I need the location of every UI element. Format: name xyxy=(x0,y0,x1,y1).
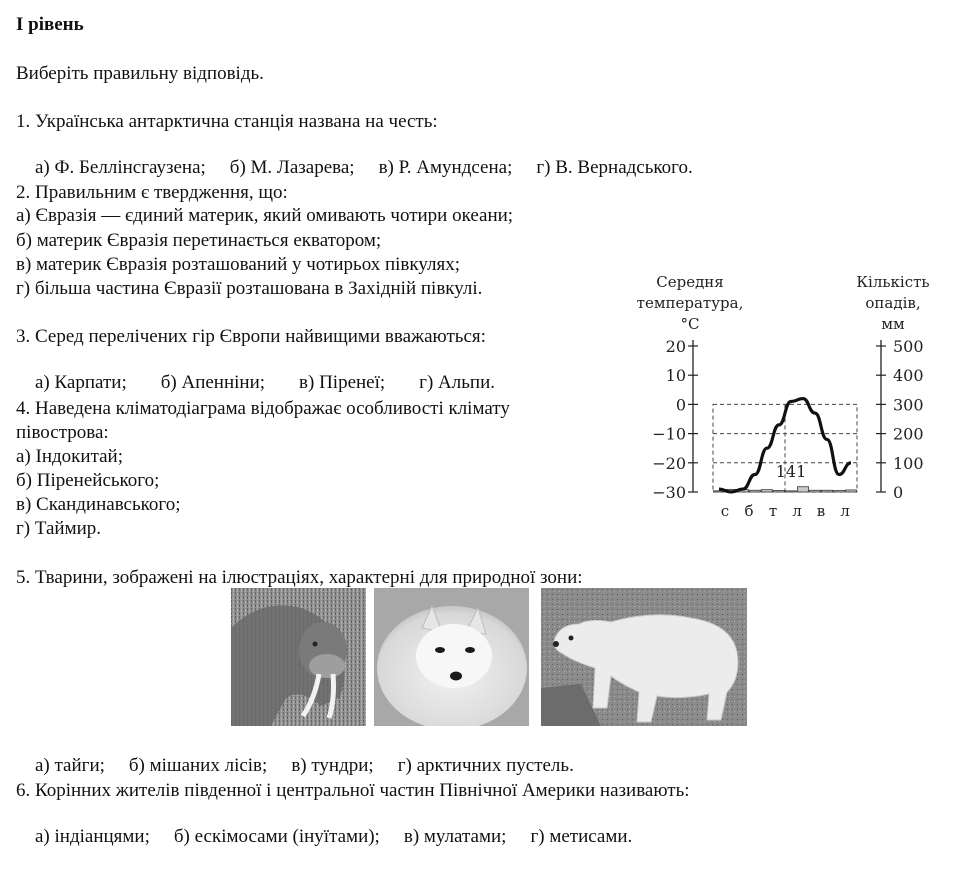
q6-option-a[interactable]: а) індіанцями; xyxy=(35,826,150,847)
precipitation-bar xyxy=(798,487,809,492)
question-4-text-line1: 4. Наведена кліматодіаграма відображає особливості клімату xyxy=(16,398,510,419)
left-axis-title-line: Середня xyxy=(656,273,724,291)
q4-option-d[interactable]: г) Таймир. xyxy=(16,518,102,539)
q4-option-a[interactable]: а) Індокитай; xyxy=(16,446,123,467)
temperature-tick-label: −10 xyxy=(652,424,686,444)
question-4-text-line2: півострова: xyxy=(16,422,109,443)
precipitation-bar xyxy=(810,490,821,492)
q3-option-c[interactable]: в) Піренеї; xyxy=(299,372,386,393)
q3-option-d[interactable]: г) Альпи. xyxy=(419,372,495,393)
precipitation-bar xyxy=(750,490,761,492)
temperature-tick-label: 0 xyxy=(675,395,686,415)
question-5-text: 5. Тварини, зображені на ілюстраціях, характерні для природної зони: xyxy=(16,567,583,588)
temperature-tick-label: 10 xyxy=(665,366,686,386)
temperature-tick-label: −20 xyxy=(652,453,686,473)
month-label: т xyxy=(768,502,778,520)
precipitation-tick-label: 400 xyxy=(893,366,924,386)
precipitation-tick-label: 100 xyxy=(893,453,924,473)
instruction: Виберіть правильну відповідь. xyxy=(16,63,264,84)
q5-option-b[interactable]: б) мішаних лісів; xyxy=(128,755,268,776)
q1-option-d[interactable]: г) В. Вернадського. xyxy=(536,157,693,178)
arctic-fox-illustration xyxy=(374,588,529,726)
q1-option-b[interactable]: б) М. Лазарева; xyxy=(229,157,355,178)
question-2-text: 2. Правильним є твердження, що: xyxy=(16,182,288,203)
right-axis-title-line: опадів, xyxy=(865,294,921,312)
precipitation-bar xyxy=(846,490,857,492)
climate-diagram xyxy=(605,268,935,528)
right-axis-title-line: Кількість xyxy=(856,273,930,291)
walrus-illustration xyxy=(231,588,366,726)
q6-option-d[interactable]: г) метисами. xyxy=(530,826,633,847)
polar-bear-illustration xyxy=(541,588,747,726)
precipitation-tick-label: 200 xyxy=(893,424,924,444)
q5-option-a[interactable]: а) тайги; xyxy=(35,755,105,776)
q4-option-c[interactable]: в) Скандинавського; xyxy=(16,494,181,515)
q5-option-c[interactable]: в) тундри; xyxy=(291,755,374,776)
q6-option-c[interactable]: в) мулатами; xyxy=(403,826,507,847)
annual-precipitation-label: 141 xyxy=(775,462,807,481)
question-1-text: 1. Українська антарктична станція названа на честь: xyxy=(16,111,438,132)
q3-option-a[interactable]: а) Карпати; xyxy=(35,372,127,393)
temperature-tick-label: 20 xyxy=(665,337,686,356)
question-3-text: 3. Серед перелічених гір Європи найвищими вважаються: xyxy=(16,326,486,347)
polar-bear-photo xyxy=(541,588,747,726)
q6-option-b[interactable]: б) ескімосами (інуїтами); xyxy=(173,826,380,847)
q3-option-b[interactable]: б) Апенніни; xyxy=(160,372,266,393)
q2-option-d[interactable]: г) більша частина Євразії розташована в Західній півкулі. xyxy=(16,278,483,299)
q1-option-c[interactable]: в) Р. Амундсена; xyxy=(378,157,513,178)
precipitation-tick-label: 0 xyxy=(893,483,904,502)
month-label: с xyxy=(720,502,730,520)
month-label: л xyxy=(792,502,802,520)
precipitation-bar xyxy=(774,491,785,492)
q1-option-a[interactable]: а) Ф. Беллінсгаузена; xyxy=(35,157,206,178)
precipitation-bar xyxy=(834,491,845,492)
level-title: І рівень xyxy=(16,14,84,35)
precipitation-bar xyxy=(762,490,773,492)
q2-option-c[interactable]: в) материк Євразія розташований у чотирьох півкулях; xyxy=(16,254,461,275)
precipitation-bar xyxy=(786,491,797,492)
q4-option-b[interactable]: б) Піренейського; xyxy=(16,470,160,491)
q2-option-b[interactable]: б) материк Євразія перетинається екватором; xyxy=(16,230,382,251)
left-axis-title-line: температура, xyxy=(636,294,744,312)
precipitation-bar xyxy=(822,490,833,492)
month-label: б xyxy=(744,502,754,520)
right-axis-title-line: мм xyxy=(881,315,905,333)
precipitation-tick-label: 500 xyxy=(893,337,924,356)
temperature-tick-label: −30 xyxy=(652,483,686,502)
question-6-options xyxy=(16,802,632,871)
walrus-photo xyxy=(231,588,366,726)
arctic-fox-photo xyxy=(374,588,529,726)
left-axis-title-line: °С xyxy=(680,315,700,333)
month-label: в xyxy=(816,502,826,520)
precipitation-tick-label: 300 xyxy=(893,395,924,415)
q5-option-d[interactable]: г) арктичних пустель. xyxy=(397,755,574,776)
q2-option-a[interactable]: а) Євразія — єдиний материк, який омивають чотири океани; xyxy=(16,205,514,226)
month-label: л xyxy=(840,502,850,520)
question-6-text: 6. Корінних жителів південної і центральної частин Північної Америки називають: xyxy=(16,780,690,801)
